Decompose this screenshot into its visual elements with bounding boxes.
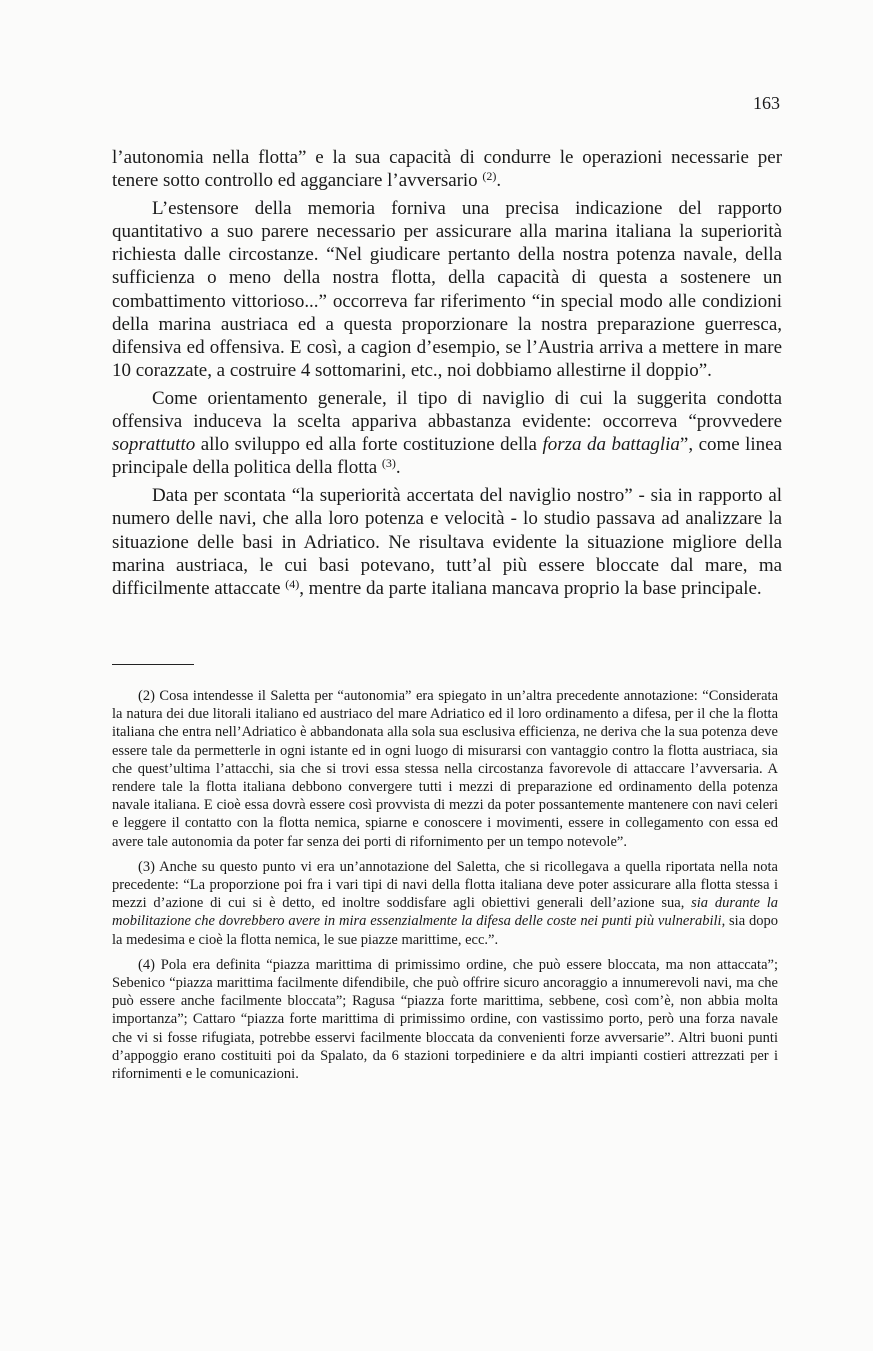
paragraph-text: ”, come linea principale della politica della flotta bbox=[112, 434, 782, 479]
footnote-ref-3: (3) bbox=[381, 456, 396, 471]
paragraph-text: . bbox=[395, 457, 401, 479]
footnote-ref-2: (2) bbox=[482, 169, 497, 184]
body-text bbox=[112, 146, 782, 605]
page-number: 163 bbox=[753, 93, 780, 113]
footnote-4: (4) Pola era definita “piazza marittima di primissimo ordine, che può essere bloccata, ma non attaccata”; Sebenico “piazza marittima facilmente difendibile, che può offrire sicuro ancoraggio a innumerevoli navi, ma che può essere anche facilmente bloccata”; Ragusa “piazza forte marittima, sebbene, così com’è, non abbia molta importanza”; Cattaro “piazza forte marittima di primissimo ordine, con vastissimo porto, però una forza navale che vi si fosse rifugiata, potrebbe esservi facilmente bloccata da convenienti forze avversarie”. Altri buoni punti d’appoggio erano costituiti poi da Spalato, da 6 stazioni torpediniere e da altri impianti costieri attrezzati per i rifornimenti e le comunicazioni. bbox=[112, 956, 778, 1083]
paragraph-4 bbox=[112, 484, 782, 599]
footnote-2: (2) Cosa intendesse il Saletta per “autonomia” era spiegato in un’altra precedente annotazione: “Considerata la natura dei due litorali italiano ed austriaco del mare Adriatico ed il loro ordinamento a difesa, per il che la flotta italiana che entra nell’Adriatico è abbandonata alla sola sua esclusiva efficienza, ne deriva che la sua potenza deve essere tale da permetterle in ogni istante ed in ogni luogo di misurarsi con vantaggio contro la flotta austriaca, sia che quest’ultima l’attacchi, sia che si trovi essa stessa nella circostanza favorevole di attaccare l’avversaria. A rendere tale la flotta italiana debbono convergere tutti i mezzi di preparazione ed ordinamento della potenza navale italiana. E cioè essa dovrà essere così provvista di mezzi da poter possantemente mantenere con navi celeri e leggere il contatto con la flotta nemica, spiarne e conoscere i movimenti, essere in collegamento con essa ed avere tale autonomia da poter far senza dei porti di rifornimento per un tempo notevole”. bbox=[112, 688, 778, 850]
paragraph-text: l’autonomia nella flotta” e la sua capacità di condurre le operazioni necessarie per tenere sotto controllo ed agganciare l’avversario bbox=[112, 147, 782, 192]
footnote-ref-4: (4) bbox=[285, 576, 300, 591]
paragraph-1 bbox=[112, 146, 782, 192]
italic-text: forza da battaglia bbox=[542, 434, 680, 456]
paragraph-text: . bbox=[496, 170, 502, 192]
paragraph-text: , mentre da parte italiana mancava proprio la base principale. bbox=[299, 577, 762, 599]
paragraph-text: Come orientamento generale, il tipo di naviglio di cui la suggerita condotta offensiva induceva la scelta appariva abbastanza evidente: occorreva “provvedere bbox=[112, 387, 782, 433]
footnotes bbox=[112, 687, 778, 1090]
footnote-3 bbox=[112, 858, 778, 949]
paragraph-3 bbox=[112, 387, 782, 479]
paragraph-2: L’estensore della memoria forniva una precisa indicazione del rapporto quantitativo a suo parere necessario per assicurare alla marina italiana la superiorità richiesta dalle circostanze. “Nel giudicare pertanto della nostra potenza navale, della sufficienza o meno della nostra flotta, della capacità di questa a sostenere un combattimento vittorioso...” occorreva far riferimento “in special modo alle condizioni della marina austriaca ed a questa proporzionare la nostra preparazione guerresca, difensiva ed offensiva. E così, a cagion d’esempio, se l’Austria arriva a mettere in mare 10 corazzate, a costruire 4 sottomarini, etc., noi dobbiamo allestirne il doppio”. bbox=[112, 198, 782, 381]
footnote-text: (3) Anche su questo punto vi era un’annotazione del Saletta, che si ricollegava a quella riportata nella nota precedente: “La proporzione poi fra i vari tipi di navi della flotta italiana deve poter assicurare alla flotta stessa i mezzi d’azione di cui si è detto, ed inoltre soddisfare agli obiettivi generali dell’azione sua, bbox=[112, 858, 778, 912]
paragraph-text: allo sviluppo ed alla forte costituzione della bbox=[195, 434, 543, 456]
footnote-separator bbox=[112, 664, 194, 665]
footnote-text: , sia dopo la medesima e cioè la flotta nemica, le sue piazze marittime, ecc.”. bbox=[112, 913, 778, 948]
italic-text: sia durante la mobilitazione che dovrebbero avere in mira essenzialmente la difesa delle coste nei punti più vulnerabili bbox=[112, 895, 778, 930]
italic-text: soprattutto bbox=[112, 434, 196, 456]
paragraph-text: Data per scontata “la superiorità accertata del naviglio nostro” - sia in rapporto al numero delle navi, che alla loro potenza e velocità - lo studio passava ad analizzare la situazione delle basi in Adriatico. Ne risultava evidente la situazione migliore della marina austriaca, le cui basi potevano, tutt’al più essere bloccate dal mare, ma difficilmente attaccate bbox=[112, 485, 782, 599]
